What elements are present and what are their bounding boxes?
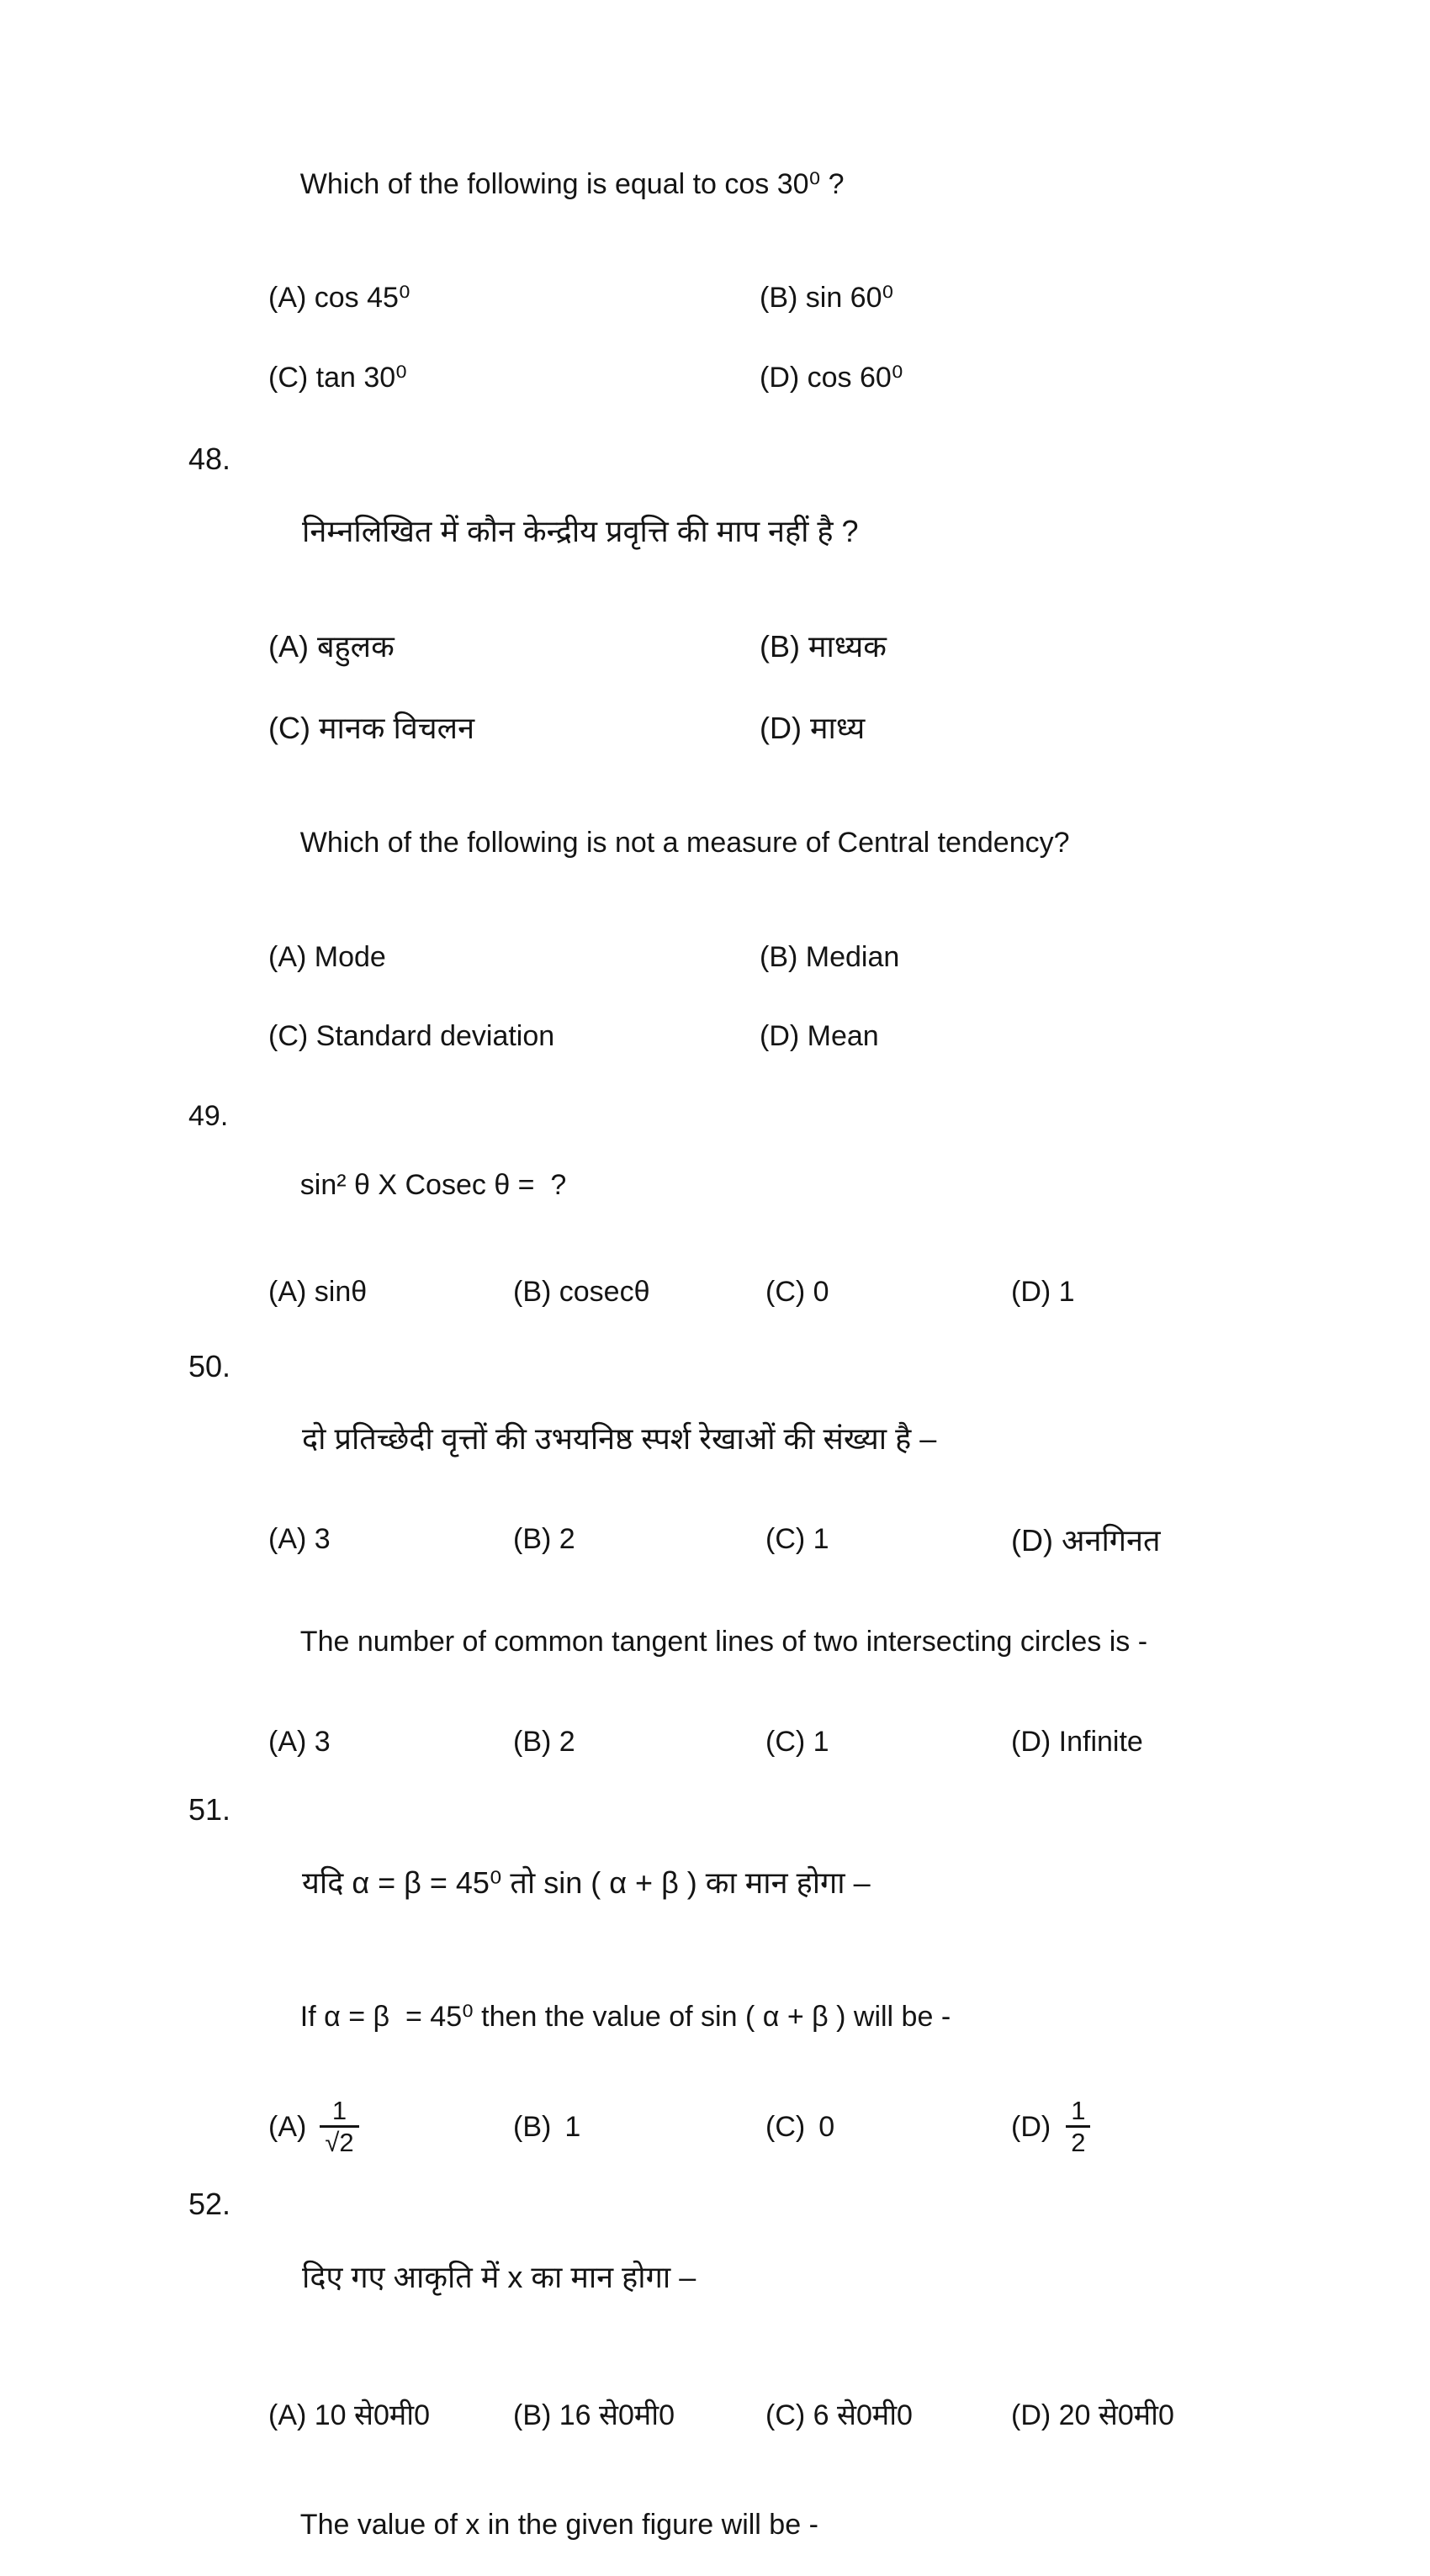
q48-english-question-line: [0, 791, 1430, 894]
q48-english-option-a: (A) Mode: [268, 940, 386, 973]
sqrt-icon: √: [325, 2128, 340, 2158]
q50-hindi-option-d: (D) अनगिनत: [1011, 1522, 1161, 1558]
q51-option-b-value: 1: [564, 2110, 581, 2143]
q51-option-d-denominator: 2: [1066, 2125, 1090, 2157]
q51-option-a-numerator: 1: [331, 2096, 347, 2126]
q52-english-question-line: [0, 2473, 1430, 2576]
q52-option-d: (D) 20 से0मी0: [1011, 2399, 1174, 2432]
q50-english-question-text: The number of common tangent lines of two intersecting circles is -: [299, 1625, 1148, 1658]
q48-hindi-question-text: निम्नलिखित में कौन केन्द्रीय प्रवृत्ति की माप नहीं है ?: [302, 514, 859, 549]
q50-english-option-d: (D) Infinite: [1011, 1726, 1143, 1759]
q51-option-a: [268, 2097, 513, 2157]
q50-english-option-a: (A) 3: [268, 1726, 331, 1759]
q51-option-d-numerator: 1: [1071, 2096, 1086, 2126]
q48-hindi-option-a: (A) बहुलक: [268, 628, 395, 664]
q48-hindi-options-row-1: [0, 628, 1430, 664]
q51-option-d: [1011, 2097, 1430, 2157]
q51-option-c-value: 0: [818, 2110, 835, 2143]
q50-hindi-question-text: दो प्रतिच्छेदी वृत्तों की उभयनिष्ठ स्पर्श रेखाओं की संख्या है –: [302, 1421, 937, 1457]
q49-option-a: (A) sinθ: [268, 1276, 368, 1309]
q48-hindi-option-c: (C) मानक विचलन: [268, 710, 475, 745]
q50-hindi-question-line: [0, 1348, 1430, 1494]
q49-option-d: (D) 1: [1011, 1276, 1075, 1309]
q52-option-c: (C) 6 से0मी0: [765, 2399, 913, 2432]
q51-option-d-fraction: [1064, 2097, 1092, 2157]
q51-hindi-question-text: यदि α = β = 45⁰ तो sin ( α + β ) का मान होगा –: [302, 1865, 871, 1900]
q47-options-row-1: [0, 281, 1430, 315]
q49-question-line: [0, 1099, 1430, 1236]
q51-english-question-line: [0, 1965, 1430, 2068]
q50-hindi-option-c: (C) 1: [765, 1522, 829, 1555]
q51-option-c-label: (C): [765, 2110, 806, 2143]
q49-question-text: sin² θ X Cosec θ = ?: [299, 1168, 567, 1201]
q48-english-option-c: (C) Standard deviation: [268, 1020, 555, 1053]
q52-options-row: [0, 2399, 1430, 2433]
q50-hindi-options-row: [0, 1522, 1430, 1558]
q51-options-row: [0, 2088, 1430, 2166]
q50-english-option-b: (B) 2: [513, 1726, 575, 1759]
q47-english-question-text: Which of the following is equal to cos 30⁰ ?: [299, 167, 845, 200]
q51-option-c: [765, 2110, 1011, 2145]
q51-option-a-radicand: 2: [339, 2128, 354, 2158]
q49-number: 49.: [188, 1100, 229, 1133]
q47-option-c: (C) tan 30⁰: [268, 362, 407, 394]
q51-option-b: [513, 2110, 765, 2145]
q48-english-options-row-1: [0, 940, 1430, 975]
q47-options-row-2: [0, 361, 1430, 395]
q50-english-question-line: [0, 1590, 1430, 1693]
q48-english-question-text: Which of the following is not a measure of Central tendency?: [299, 826, 1070, 859]
q51-option-a-fraction: [320, 2097, 358, 2157]
q48-english-option-d: (D) Mean: [760, 1020, 879, 1053]
q50-english-options-row: [0, 1725, 1430, 1759]
q52-option-b: (B) 16 से0मी0: [513, 2399, 675, 2432]
q48-hindi-option-b: (B) माध्यक: [760, 628, 887, 664]
q51-number: 51.: [188, 1792, 231, 1828]
q48-english-options-row-2: [0, 1019, 1430, 1054]
q51-option-a-label: (A): [268, 2110, 307, 2143]
q47-english-question-line: [0, 133, 1430, 235]
q47-option-b: (B) sin 60⁰: [760, 282, 894, 315]
q52-hindi-question-text: दिए गए आकृति में x का मान होगा –: [302, 2259, 696, 2294]
q48-number: 48.: [188, 441, 231, 476]
q51-english-question-text: If α = β = 45⁰ then the value of sin ( α + β ) will be -: [299, 2000, 951, 2033]
q50-hindi-option-a: (A) 3: [268, 1522, 331, 1555]
q49-option-b: (B) cosecθ: [513, 1276, 650, 1309]
q51-hindi-question-line: [0, 1791, 1430, 1937]
q47-option-d: (D) cos 60⁰: [760, 362, 903, 394]
q50-number: 50.: [188, 1349, 231, 1384]
q49-options-row: [0, 1275, 1430, 1309]
q47-option-a: (A) cos 45⁰: [268, 282, 410, 315]
q48-hindi-option-d: (D) माध्य: [760, 710, 866, 745]
q52-number: 52.: [188, 2187, 231, 2222]
q52-hindi-question-line: [0, 2186, 1430, 2331]
q50-english-option-c: (C) 1: [765, 1726, 829, 1759]
q49-option-c: (C) 0: [765, 1276, 829, 1309]
q48-hindi-options-row-2: [0, 710, 1430, 746]
q51-option-a-denominator: [320, 2125, 358, 2157]
q50-hindi-option-b: (B) 2: [513, 1522, 575, 1555]
q48-english-option-b: (B) Median: [760, 940, 900, 973]
q52-option-a: (A) 10 से0मी0: [268, 2399, 430, 2432]
q51-option-d-label: (D): [1011, 2110, 1051, 2143]
q52-english-question-text: The value of x in the given figure will be -: [299, 2508, 818, 2541]
q51-option-b-label: (B): [513, 2110, 552, 2143]
q48-hindi-question-line: [0, 441, 1430, 586]
